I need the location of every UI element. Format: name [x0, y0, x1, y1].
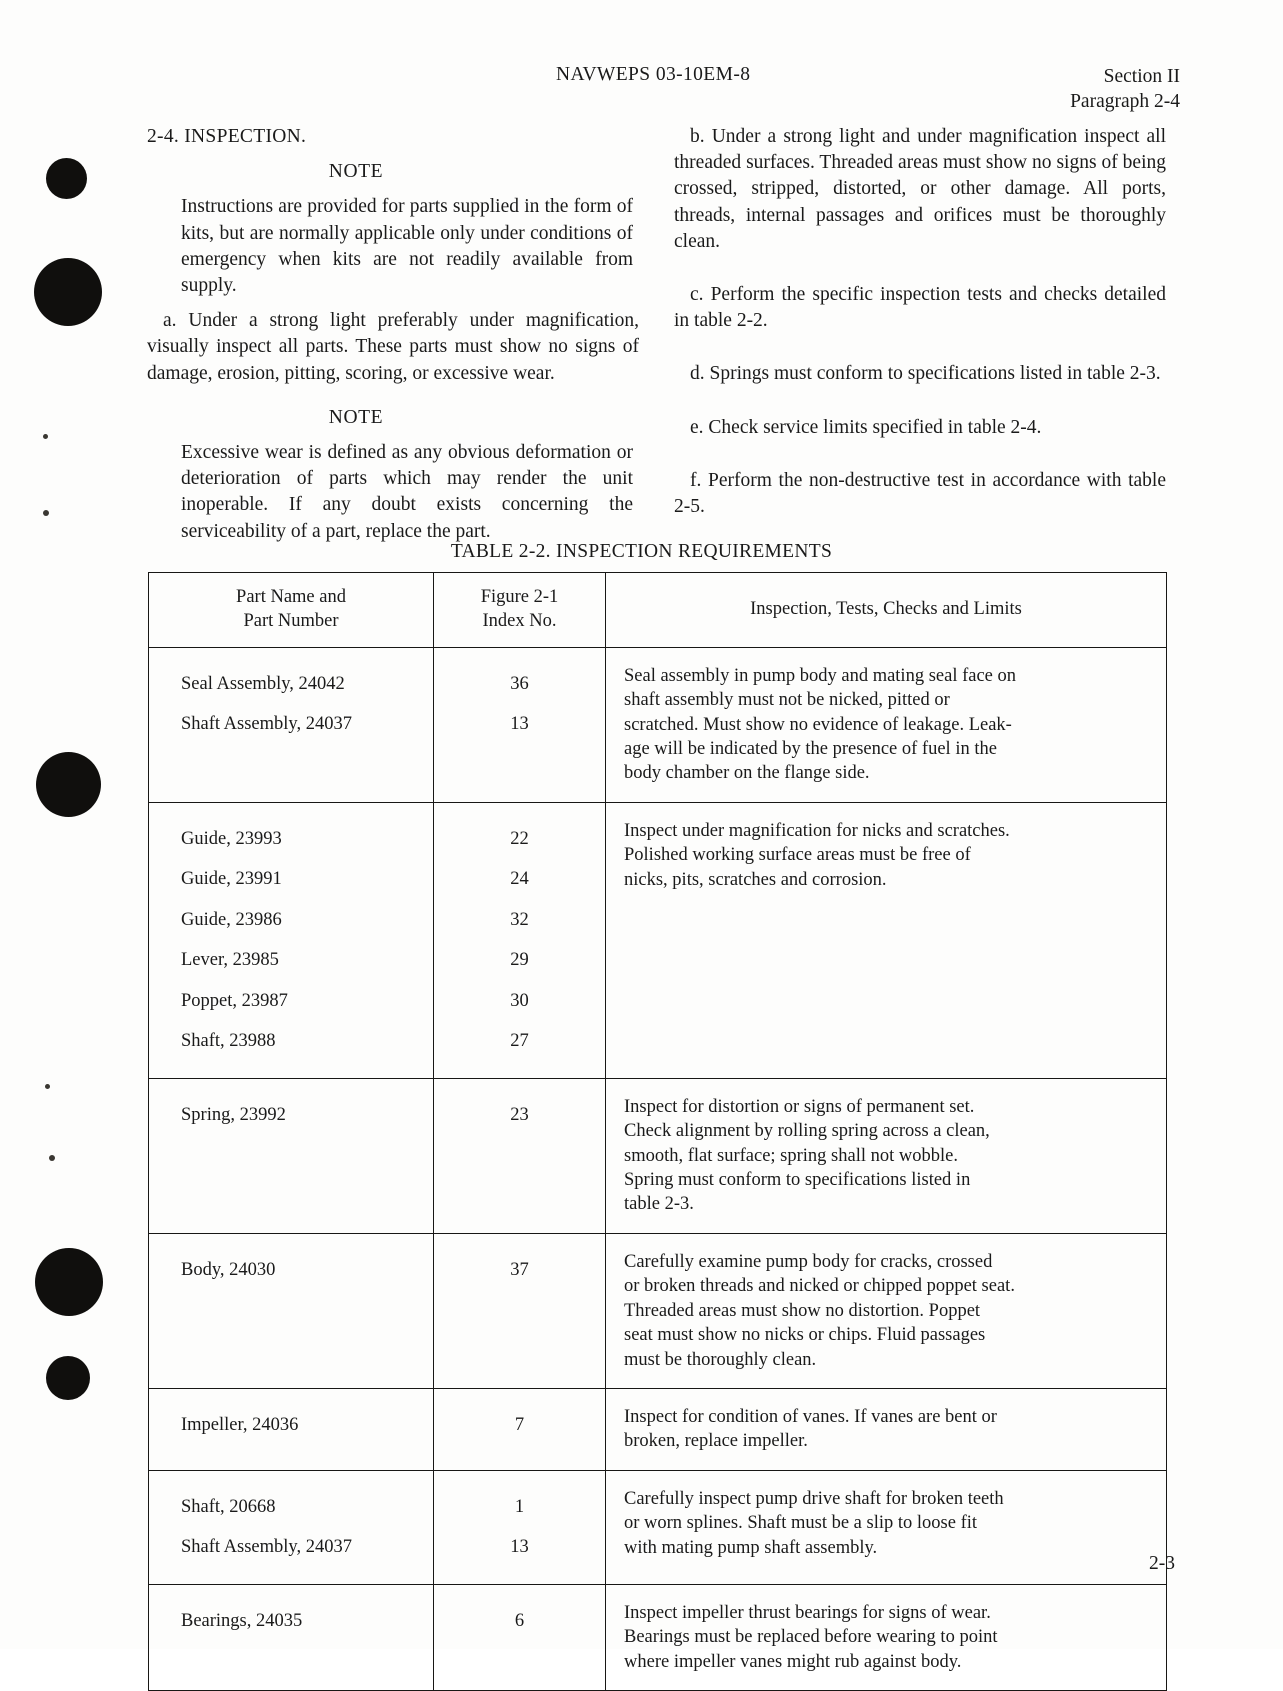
inspection-text-line: Bearings must be replaced before wearing to point — [624, 1627, 998, 1648]
note-paragraph-1: Instructions are provided for parts supplied in the form of kits, but are normally applicable only under conditions of emergency when kits are not readily available from supply. — [181, 196, 633, 297]
spacer — [147, 387, 639, 405]
index-no-value: 23 — [510, 1104, 529, 1125]
paragraph-item-f: f. Perform the non-destructive test in accordance with table 2-5. — [674, 469, 1166, 518]
table-row — [149, 1233, 1167, 1388]
inspection-text-line: body chamber on the flange side. — [624, 763, 870, 784]
spacer — [674, 255, 1166, 282]
column-header-index — [434, 573, 606, 648]
part-name-value: Lever, 23985 — [181, 950, 279, 971]
paragraph-item-a: a. Under a strong light preferably under magnification, visually inspect all parts. These parts must show no signs of damage, erosion, pitting, scoring, or excessive wear. — [147, 310, 639, 384]
part-name-value: Shaft Assembly, 24037 — [181, 1537, 352, 1558]
cell-part-name — [149, 1078, 434, 1233]
cell-part-name — [149, 1584, 434, 1690]
inspection-text-line: broken, replace impeller. — [624, 1431, 808, 1452]
table-row — [149, 1388, 1167, 1470]
cell-inspection-text — [606, 1388, 1167, 1470]
column-header-inspection-line1: Inspection, Tests, Checks and Limits — [750, 599, 1022, 620]
cell-index-no — [434, 1388, 606, 1470]
cell-index-no — [434, 1078, 606, 1233]
spacer — [147, 431, 639, 440]
index-no-value: 24 — [510, 869, 529, 890]
note-label-1: NOTE — [328, 161, 384, 183]
column-header-part-line2: Part Number — [243, 611, 339, 632]
column-header-part-line1: Part Name and — [236, 587, 346, 607]
section-heading: 2-4. INSPECTION. — [147, 126, 307, 147]
paragraph-item-e: e. Check service limits specified in table 2-4. — [690, 416, 1042, 438]
cell-inspection-text — [606, 1584, 1167, 1690]
section-label: Section II — [1103, 66, 1180, 87]
cell-index-no — [434, 1584, 606, 1690]
left-column — [147, 124, 639, 545]
spacer — [147, 185, 639, 194]
index-no-value: 37 — [510, 1259, 529, 1280]
inspection-text-line: table 2-3. — [624, 1194, 694, 1215]
cell-part-name — [149, 1233, 434, 1388]
part-name-value: Spring, 23992 — [181, 1104, 286, 1125]
hole-punch-mark-5 — [46, 1356, 90, 1400]
spacer — [674, 334, 1166, 361]
inspection-text-line: Threaded areas must show no distortion. Poppet — [624, 1300, 981, 1321]
inspection-requirements-table-wrapper — [148, 572, 1166, 1691]
index-no-value: 13 — [510, 714, 529, 735]
index-no-value: 36 — [510, 673, 529, 694]
spacer — [674, 441, 1166, 468]
column-header-index-line1: Figure 2-1 — [480, 587, 559, 607]
cell-inspection-text — [606, 647, 1167, 802]
cell-part-name — [149, 1470, 434, 1584]
index-no-value: 27 — [510, 1031, 529, 1052]
cell-part-name — [149, 802, 434, 1078]
table-header-row — [149, 573, 1167, 648]
spacer — [147, 299, 639, 308]
inspection-text-line: or broken threads and nicked or chipped poppet seat. — [624, 1276, 1015, 1297]
index-no-value: 1 — [514, 1496, 525, 1517]
table-row — [149, 802, 1167, 1078]
scan-speck-2 — [43, 510, 49, 516]
cell-part-name — [149, 1388, 434, 1470]
scan-speck-4 — [49, 1155, 55, 1161]
paragraph-item-c: c. Perform the specific inspection tests and checks detailed in table 2-2. — [674, 284, 1166, 332]
table-head — [149, 573, 1167, 648]
table-body — [149, 647, 1167, 1690]
spacer — [674, 388, 1166, 415]
running-head — [0, 64, 1283, 122]
cell-index-no — [434, 647, 606, 802]
inspection-text-line: Inspect for condition of vanes. If vanes are bent or — [624, 1406, 997, 1427]
inspection-text-line: Inspect for distortion or signs of permanent set. — [624, 1096, 975, 1117]
cell-part-name — [149, 647, 434, 802]
inspection-text-line: smooth, flat surface; spring shall not wobble. — [624, 1145, 958, 1166]
index-no-value: 7 — [514, 1414, 525, 1435]
page-number: 2-3 — [1149, 1553, 1175, 1574]
table-row — [149, 1584, 1167, 1690]
inspection-text-line: Check alignment by rolling spring across a clean, — [624, 1121, 990, 1142]
part-name-value: Bearings, 24035 — [181, 1610, 303, 1631]
table-row — [149, 1078, 1167, 1233]
part-name-value: Guide, 23993 — [181, 828, 282, 849]
inspection-text-line: must be thoroughly clean. — [624, 1349, 817, 1370]
inspection-text-line: Spring must conform to specifications listed in — [624, 1170, 971, 1191]
index-no-value: 30 — [510, 990, 529, 1011]
part-name-value: Shaft, 20668 — [181, 1496, 276, 1517]
index-no-value: 6 — [514, 1610, 525, 1631]
part-name-value: Impeller, 24036 — [181, 1414, 299, 1435]
scan-speck-1 — [43, 434, 48, 439]
inspection-text-line: nicks, pits, scratches and corrosion. — [624, 869, 887, 890]
cell-inspection-text — [606, 1233, 1167, 1388]
inspection-requirements-table — [148, 572, 1167, 1691]
inspection-text-line: Carefully examine pump body for cracks, crossed — [624, 1251, 993, 1272]
scan-speck-3 — [45, 1084, 50, 1089]
hole-punch-mark-4 — [35, 1248, 103, 1316]
cell-inspection-text — [606, 802, 1167, 1078]
inspection-text-line: or worn splines. Shaft must be a slip to loose fit — [624, 1513, 978, 1534]
inspection-text-line: age will be indicated by the presence of fuel in the — [624, 739, 997, 760]
paragraph-label: Paragraph 2-4 — [1070, 91, 1180, 112]
right-column — [674, 124, 1166, 520]
part-name-value: Seal Assembly, 24042 — [181, 673, 345, 694]
inspection-text-line: Inspect impeller thrust bearings for signs of wear. — [624, 1602, 991, 1623]
hole-punch-mark-1 — [46, 158, 87, 199]
cell-inspection-text — [606, 1078, 1167, 1233]
section-reference — [1070, 64, 1180, 114]
hole-punch-mark-3 — [36, 752, 101, 817]
column-header-part — [149, 573, 434, 648]
cell-index-no — [434, 1470, 606, 1584]
index-no-value: 32 — [510, 909, 529, 930]
part-name-value: Body, 24030 — [181, 1259, 276, 1280]
inspection-text-line: seat must show no nicks or chips. Fluid passages — [624, 1325, 986, 1346]
inspection-text-line: Inspect under magnification for nicks and scratches. — [624, 820, 1010, 841]
column-header-index-line2: Index No. — [482, 611, 557, 632]
paragraph-item-b: b. Under a strong light and under magnification inspect all threaded surfaces. Threaded areas must show no signs of being crossed, stripped, distorted, or other damage. All ports, threads, internal passages and orifices must be thoroughly clean. — [674, 126, 1166, 252]
note-paragraph-2: Excessive wear is defined as any obvious deformation or deterioration of parts which may render the unit inoperable. If any doubt exists concerning the serviceability of a part, replace the part. — [181, 442, 633, 542]
inspection-text-line: Seal assembly in pump body and mating seal face on — [624, 665, 1017, 686]
inspection-text-line: shaft assembly must not be nicked, pitted or — [624, 690, 950, 711]
index-no-value: 22 — [510, 828, 529, 849]
table-row — [149, 647, 1167, 802]
cell-index-no — [434, 1233, 606, 1388]
table-caption: TABLE 2-2. INSPECTION REQUIREMENTS — [450, 541, 833, 562]
column-header-inspection — [606, 573, 1167, 648]
part-name-value: Shaft, 23988 — [181, 1031, 276, 1052]
index-no-value: 29 — [510, 950, 529, 971]
part-name-value: Shaft Assembly, 24037 — [181, 714, 352, 735]
note-label-2: NOTE — [328, 406, 384, 428]
cell-inspection-text — [606, 1470, 1167, 1584]
inspection-text-line: with mating pump shaft assembly. — [624, 1537, 878, 1558]
inspection-text-line: scratched. Must show no evidence of leakage. Leak- — [624, 714, 1012, 735]
cell-index-no — [434, 802, 606, 1078]
table-row — [149, 1470, 1167, 1584]
spacer — [147, 150, 639, 159]
paragraph-item-d: d. Springs must conform to specifications listed in table 2-3. — [690, 363, 1161, 385]
inspection-text-line: where impeller vanes might rub against body. — [624, 1651, 962, 1672]
index-no-value: 13 — [510, 1537, 529, 1558]
hole-punch-mark-2 — [34, 258, 102, 326]
document-identifier: NAVWEPS 03-10EM-8 — [556, 64, 751, 85]
part-name-value: Guide, 23991 — [181, 869, 282, 890]
part-name-value: Guide, 23986 — [181, 909, 282, 930]
inspection-text-line: Carefully inspect pump drive shaft for broken teeth — [624, 1488, 1004, 1509]
inspection-text-line: Polished working surface areas must be free of — [624, 845, 971, 866]
part-name-value: Poppet, 23987 — [181, 990, 288, 1011]
